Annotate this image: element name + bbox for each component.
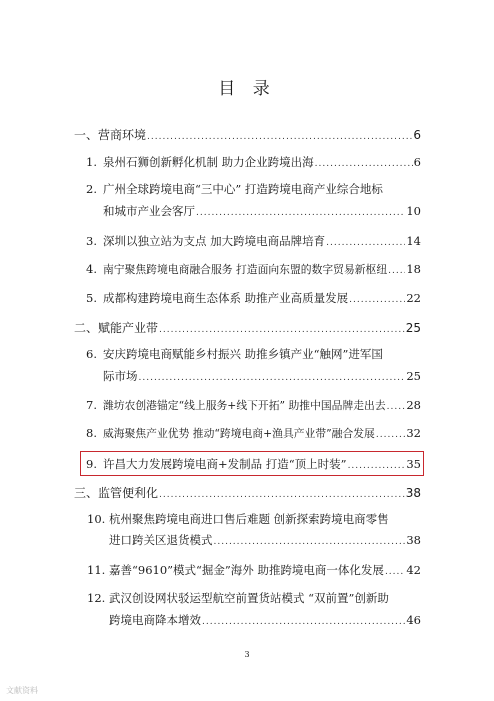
section-label: 二、赋能产业带 <box>74 321 159 335</box>
entry-page: 25 <box>406 369 421 383</box>
entry-title: 安庆跨境电商赋能乡村振兴 助推乡镇产业“触网”进军国 <box>103 347 383 361</box>
entry-page: 38 <box>406 533 421 547</box>
entry-number: 9. <box>86 457 97 471</box>
entry-title-cont: 和城市产业会客厅 <box>103 204 195 218</box>
entry-number: 7. <box>86 398 97 412</box>
entry-title: 成都构建跨境电商生态体系 助推产业高质量发展 <box>103 291 349 305</box>
dot-leader <box>315 157 413 171</box>
toc-entry-5[interactable] <box>86 291 421 307</box>
dot-leader <box>159 323 405 337</box>
entry-title: 杭州聚焦跨境电商进口售后难题 创新探索跨境电商零售 <box>109 512 389 526</box>
entry-title: 威海聚焦产业优势 推动“跨境电商+渔具产业带”融合发展 <box>103 427 375 440</box>
entry-title: 广州全球跨境电商“三中心” 打造跨境电商产业综合地标 <box>103 182 383 196</box>
entry-number: 10. <box>87 512 106 526</box>
dot-leader <box>202 615 405 629</box>
toc-entry-12[interactable] <box>87 591 389 605</box>
toc-entry-9[interactable] <box>86 457 421 473</box>
toc-entry-10[interactable] <box>87 512 389 526</box>
entry-page: 22 <box>406 291 421 305</box>
entry-page: 46 <box>406 613 421 627</box>
entry-page: 10 <box>406 204 421 218</box>
page-title: 目 录 <box>218 79 276 99</box>
entry-title: 武汉创设网状驳运型航空前置货站模式 “双前置”创新助 <box>109 591 389 605</box>
entry-page: 18 <box>406 262 421 276</box>
entry-title: 潍坊农创港锚定“线上服务+线下开拓” 助推中国品牌走出去 <box>103 399 386 412</box>
toc-entry-2[interactable] <box>86 182 383 196</box>
toc-entry-8[interactable] <box>86 426 421 442</box>
dot-leader <box>196 206 405 220</box>
dot-leader <box>385 565 405 579</box>
page-number: 3 <box>244 650 250 659</box>
entry-number: 8. <box>86 426 97 440</box>
toc-entry-12-cont[interactable] <box>109 613 421 629</box>
toc-entry-3[interactable] <box>86 234 421 250</box>
entry-page: 6 <box>413 155 421 169</box>
entry-title-cont: 进口跨关区退货模式 <box>109 533 213 547</box>
dot-leader <box>139 371 406 385</box>
dot-leader <box>326 236 405 250</box>
toc-section-2[interactable] <box>74 321 421 337</box>
entry-title: 深圳以独立站为支点 加大跨境电商品牌培育 <box>103 234 326 248</box>
dot-leader <box>214 535 406 549</box>
entry-number: 2. <box>86 182 97 196</box>
entry-number: 1. <box>86 155 97 169</box>
section-label: 三、监管便利化 <box>74 486 159 500</box>
entry-title: 嘉善“9610”模式“掘金”海外 助推跨境电商一体化发展 <box>109 563 384 577</box>
entry-title-cont: 际市场 <box>103 369 138 383</box>
entry-title: 南宁聚焦跨境电商融合服务 打造面向东盟的数字贸易新枢纽 <box>103 263 388 276</box>
toc-entry-6-cont[interactable] <box>103 369 421 385</box>
dot-leader <box>349 293 405 307</box>
toc-entry-11[interactable] <box>87 563 421 579</box>
toc-entry-6[interactable] <box>86 347 383 361</box>
dot-leader <box>387 400 406 414</box>
section-page: 6 <box>413 128 421 142</box>
toc-entry-1[interactable] <box>86 155 421 171</box>
entry-number: 11. <box>87 563 106 577</box>
dot-leader <box>159 488 405 502</box>
entry-page: 42 <box>406 563 421 577</box>
entry-number: 12. <box>87 591 106 605</box>
toc-entry-4[interactable] <box>86 262 421 278</box>
section-label: 一、营商环境 <box>74 128 147 142</box>
toc-section-1[interactable] <box>74 128 421 144</box>
entry-title-cont: 跨境电商降本增效 <box>109 613 201 627</box>
entry-number: 5. <box>86 291 97 305</box>
watermark: 文献资料 <box>6 686 38 695</box>
dot-leader <box>348 459 406 473</box>
entry-page: 28 <box>406 398 421 412</box>
dot-leader <box>147 130 412 144</box>
dot-leader <box>388 264 405 278</box>
toc-section-3[interactable] <box>74 486 421 502</box>
entry-page: 14 <box>406 234 421 248</box>
entry-title: 许昌大力发展跨境电商+发制品 打造“顶上时装” <box>103 457 347 471</box>
section-page: 38 <box>405 486 421 500</box>
entry-page: 35 <box>406 457 421 471</box>
toc-entry-7[interactable] <box>86 398 421 414</box>
toc-entry-2-cont[interactable] <box>103 204 421 220</box>
entry-number: 4. <box>86 262 97 276</box>
entry-number: 3. <box>86 234 97 248</box>
entry-title: 泉州石狮创新孵化机制 助力企业跨境出海 <box>103 155 314 169</box>
dot-leader <box>376 428 406 442</box>
entry-number: 6. <box>86 347 97 361</box>
toc-entry-10-cont[interactable] <box>109 533 421 549</box>
section-page: 25 <box>405 321 421 335</box>
entry-page: 32 <box>406 426 421 440</box>
